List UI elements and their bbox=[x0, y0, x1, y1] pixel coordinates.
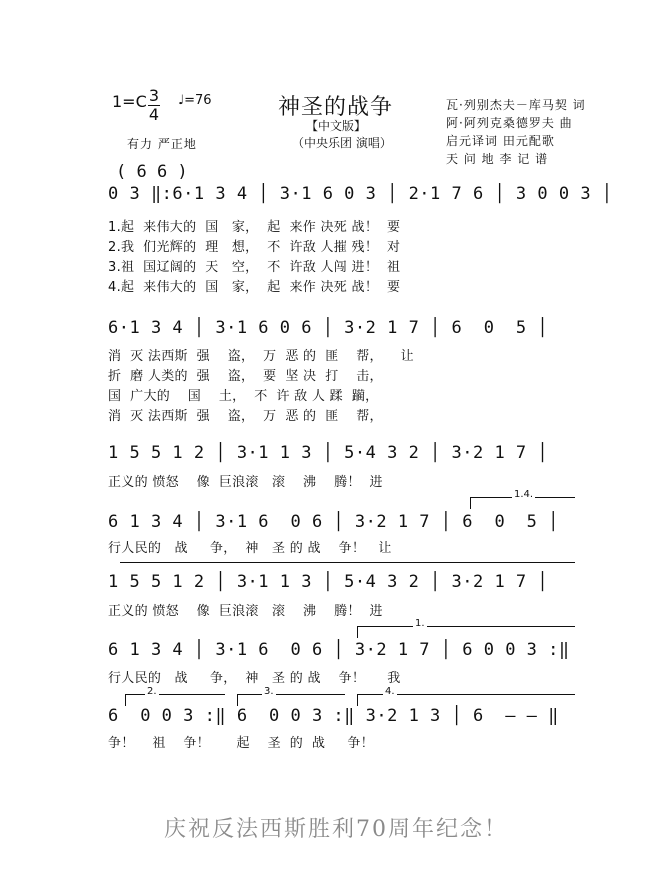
lyric-line-3: 正义的 愤怒 像 巨浪滚 滚 沸 腾！ 进 bbox=[108, 475, 383, 490]
notation-line-4: 6 1 3 4 │ 3·1 6 0 6 │ 3·2 1 7 │ 6 0 5 │ bbox=[108, 512, 559, 532]
notation-line-5: 1 5 5 1 2 │ 3·1 1 3 │ 5·4 3 2 │ 3·2 1 7 │ bbox=[108, 572, 549, 592]
song-title: 神圣的战争 bbox=[278, 95, 394, 120]
section-divider bbox=[120, 562, 575, 563]
volta-bracket-3 bbox=[237, 694, 345, 695]
credit-composer: 阿·阿列克桑德罗夫 曲 bbox=[446, 116, 573, 130]
credit-lyricist: 瓦·列别杰夫－库马契 词 bbox=[446, 98, 586, 112]
volta-bracket-2 bbox=[125, 694, 225, 695]
lyric-line-1-verse-3: 3.祖 国辽阔的 天 空， 不 许敌 人闯 进！ 祖 bbox=[108, 260, 401, 275]
credit-translator: 启元译词 田元配歌 bbox=[446, 134, 555, 148]
lyric-line-1-verse-2: 2.我 们光辉的 理 想， 不 许敌 人摧 残！ 对 bbox=[108, 240, 401, 255]
commemoration-footer: 庆祝反法西斯胜利70周年纪念！ bbox=[164, 817, 508, 842]
notation-line-6: 6 1 3 4 │ 3·1 6 0 6 │ 3·2 1 7 │ 6 0 0 3 :‖ bbox=[108, 640, 570, 660]
pickup-notes: ( 6 6 ) bbox=[116, 162, 188, 182]
notation-line-2: 6·1 3 4 │ 3·1 6 0 6 │ 3·2 1 7 │ 6 0 5 │ bbox=[108, 318, 549, 338]
volta-label-4: 4. bbox=[385, 686, 395, 697]
volta-label-3: 3. bbox=[264, 686, 274, 697]
notation-line-7: 6 0 0 3 :‖ 6 0 0 3 :‖ 3·2 1 3 │ 6 – – ‖ bbox=[108, 706, 559, 726]
time-signature-bottom: 4 bbox=[148, 105, 160, 124]
notation-line-3: 1 5 5 1 2 │ 3·1 1 3 │ 5·4 3 2 │ 3·2 1 7 │ bbox=[108, 443, 549, 463]
tempo-marking: ♩=76 bbox=[178, 93, 212, 108]
expression-marking: 有力 严正地 bbox=[127, 137, 197, 151]
lyric-line-1-verse-1: 1.起 来伟大的 国 家， 起 来作 决死 战！ 要 bbox=[108, 220, 401, 235]
lyric-line-2-verse-3: 国 广大的 国 土， 不 许 敌 人 蹂 躏， bbox=[108, 389, 379, 404]
volta-label-1: 1. bbox=[415, 618, 425, 629]
credit-transcriber: 天 问 地 李 记 谱 bbox=[446, 152, 549, 166]
volta-label-2: 2. bbox=[147, 686, 157, 697]
lyric-line-7: 争！ 祖 争！ 起 圣 的 战 争！ bbox=[108, 736, 374, 751]
lyric-line-2-verse-1: 消 灭 法西斯 强 盗， 万 恶 的 匪 帮， 让 bbox=[108, 349, 414, 364]
key-signature: 1=C bbox=[112, 92, 147, 111]
lyric-line-6: 行人民的 战 争， 神 圣 的 战 争！ 我 bbox=[108, 671, 401, 686]
lyric-line-2-verse-2: 折 磨 人类的 强 盗， 要 坚 决 打 击， bbox=[108, 369, 383, 384]
volta-bracket-1 bbox=[357, 626, 575, 627]
performer-label: （中央乐团 演唱） bbox=[292, 136, 392, 150]
time-signature-top: 3 bbox=[148, 86, 160, 105]
time-signature bbox=[148, 88, 160, 123]
version-label: 【中文版】 bbox=[306, 119, 367, 133]
notation-line-1: 0 3 ‖:6·1 3 4 │ 3·1 6 0 3 │ 2·1 7 6 │ 3 0 0 3 │ bbox=[108, 184, 613, 204]
lyric-line-2-verse-4: 消 灭 法西斯 强 盗， 万 恶 的 匪 帮， bbox=[108, 409, 383, 424]
lyric-line-5: 正义的 愤怒 像 巨浪滚 滚 沸 腾！ 进 bbox=[108, 604, 383, 619]
lyric-line-1-verse-4: 4.起 来伟大的 国 家， 起 来作 决死 战！ 要 bbox=[108, 280, 401, 295]
lyric-line-4: 行人民的 战 争， 神 圣 的 战 争！ 让 bbox=[108, 541, 392, 556]
volta-label-1-4: 1.4. bbox=[514, 489, 534, 500]
